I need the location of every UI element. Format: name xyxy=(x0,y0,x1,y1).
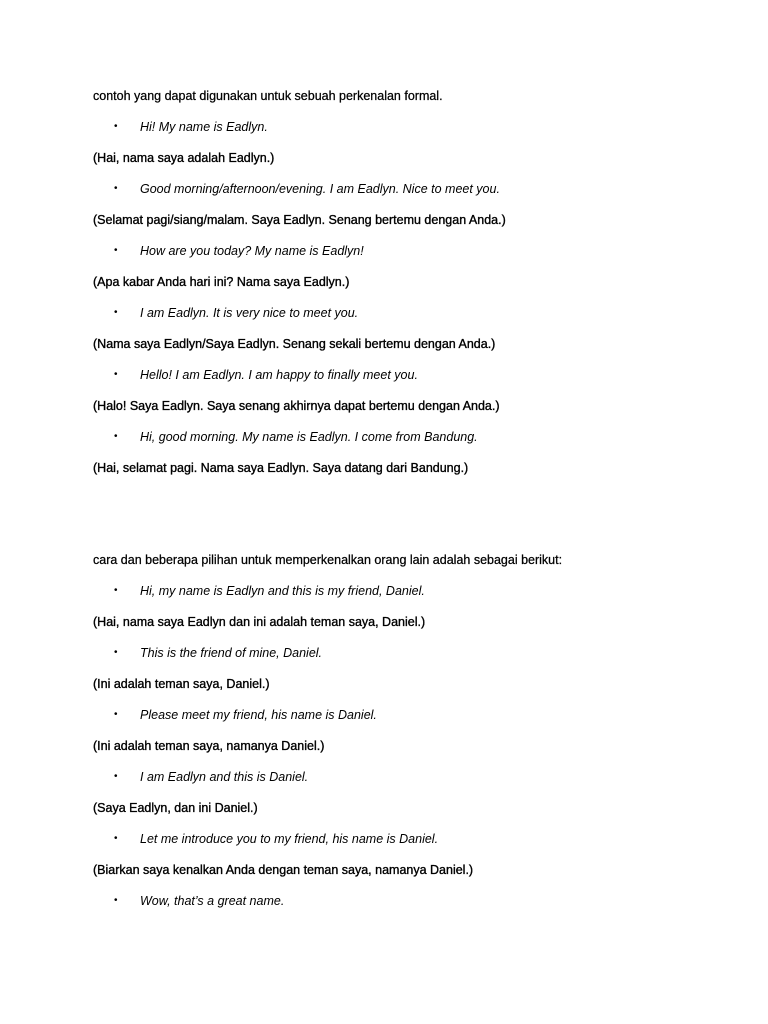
translation-1-5: (Halo! Saya Eadlyn. Saya senang akhirnya dapat bertemu dengan Anda.) xyxy=(93,399,500,413)
translation-2-5: (Biarkan saya kenalkan Anda dengan teman saya, namanya Daniel.) xyxy=(93,863,474,877)
translation-1-3: (Apa kabar Anda hari ini? Nama saya Eadlyn.) xyxy=(93,275,350,289)
phrase-2-3: Please meet my friend, his name is Daniel. xyxy=(140,708,377,722)
bullet-icon: • xyxy=(114,771,118,782)
phrase-2-6: Wow, that’s a great name. xyxy=(140,894,285,908)
translation-2-2: (Ini adalah teman saya, Daniel.) xyxy=(93,677,270,691)
phrase-2-5: Let me introduce you to my friend, his name is Daniel. xyxy=(140,832,439,846)
translation-1-4: (Nama saya Eadlyn/Saya Eadlyn. Senang sekali bertemu dengan Anda.) xyxy=(93,337,496,351)
phrase-1-2: Good morning/afternoon/evening. I am Eadlyn. Nice to meet you. xyxy=(140,182,500,196)
bullet-icon: • xyxy=(114,431,118,442)
section-1-intro: contoh yang dapat digunakan untuk sebuah perkenalan formal. xyxy=(93,89,443,103)
translation-1-1: (Hai, nama saya adalah Eadlyn.) xyxy=(93,151,275,165)
bullet-icon: • xyxy=(114,307,118,318)
bullet-icon: • xyxy=(114,585,118,596)
phrase-2-4: I am Eadlyn and this is Daniel. xyxy=(140,770,309,784)
section-2-intro: cara dan beberapa pilihan untuk memperkenalkan orang lain adalah sebagai berikut: xyxy=(93,553,563,567)
phrase-1-4: I am Eadlyn. It is very nice to meet you. xyxy=(140,306,359,320)
bullet-icon: • xyxy=(114,121,118,132)
phrase-1-6: Hi, good morning. My name is Eadlyn. I come from Bandung. xyxy=(140,430,478,444)
phrase-1-5: Hello! I am Eadlyn. I am happy to finally meet you. xyxy=(140,368,418,382)
bullet-icon: • xyxy=(114,369,118,380)
bullet-icon: • xyxy=(114,833,118,844)
translation-1-6: (Hai, selamat pagi. Nama saya Eadlyn. Saya datang dari Bandung.) xyxy=(93,461,469,475)
phrase-1-3: How are you today? My name is Eadlyn! xyxy=(140,244,364,258)
bullet-icon: • xyxy=(114,895,118,906)
bullet-icon: • xyxy=(114,647,118,658)
phrase-1-1: Hi! My name is Eadlyn. xyxy=(140,120,268,134)
bullet-icon: • xyxy=(114,245,118,256)
translation-2-1: (Hai, nama saya Eadlyn dan ini adalah teman saya, Daniel.) xyxy=(93,615,426,629)
bullet-icon: • xyxy=(114,709,118,720)
translation-2-3: (Ini adalah teman saya, namanya Daniel.) xyxy=(93,739,325,753)
translation-2-4: (Saya Eadlyn, dan ini Daniel.) xyxy=(93,801,258,815)
translation-1-2: (Selamat pagi/siang/malam. Saya Eadlyn. Senang bertemu dengan Anda.) xyxy=(93,213,506,227)
phrase-2-2: This is the friend of mine, Daniel. xyxy=(140,646,323,660)
phrase-2-1: Hi, my name is Eadlyn and this is my friend, Daniel. xyxy=(140,584,425,598)
bullet-icon: • xyxy=(114,183,118,194)
